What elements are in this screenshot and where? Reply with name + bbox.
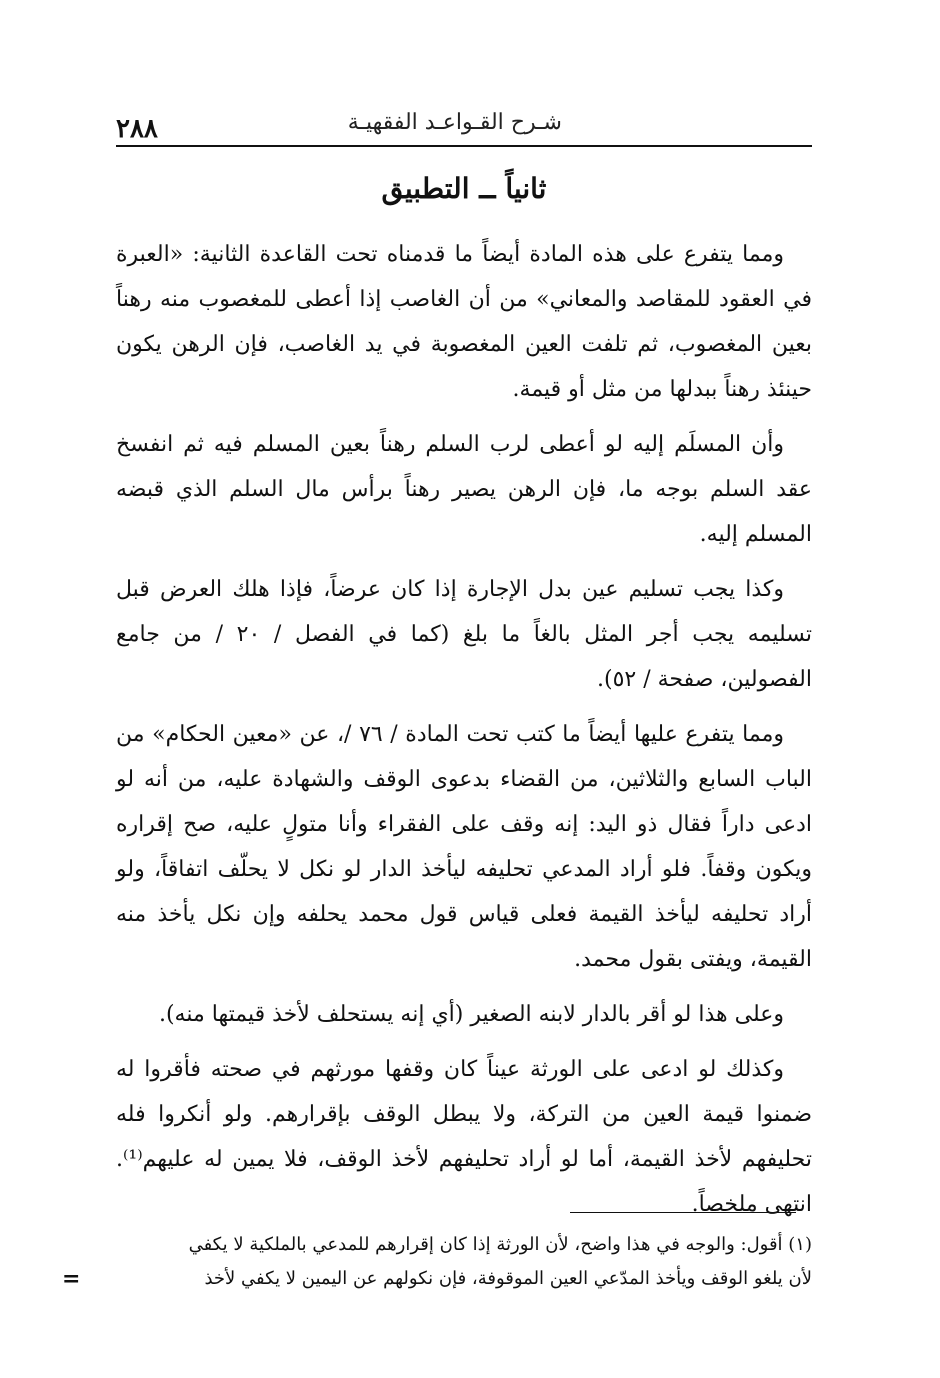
running-title: شـرح القـواعـد الفقهيـة <box>347 110 562 135</box>
footnote-continuation-mark: = <box>62 1266 81 1292</box>
paragraph: وأن المسلَم إليه لو أعطى لرب السلم رهناً بعين المسلم فيه ثم انفسخ عقد السلم بوجه ما، فإن الرهن يصير رهناً برأس مال السلم الذي قبضه المسلم إليه. <box>116 432 812 547</box>
footnote-line: (١) أقول: والوجه في هذا واضح، لأن الورثة إذا كان إقرارهم للمدعي بالملكية لا يكفي <box>188 1234 812 1255</box>
page-number: ٢٨٨ <box>116 114 158 144</box>
paragraph: وكذا يجب تسليم عين بدل الإجارة إذا كان عرضاً، فإذا هلك العرض قبل تسليمه يجب أجر المثل بالغاً ما بلغ (كما في الفصل / ٢٠ / من جامع الفصولين، صفحة / ٥٢). <box>116 577 812 692</box>
paragraph: وكذلك لو ادعى على الورثة عيناً كان وقفها مورثهم في صحته فأقروا له ضمنوا قيمة العين من التركة، ولا يبطل الوقف بإقرارهم. ولو أنكروا فله تحليفهم لأخذ القيمة، أما لو أراد تحليفهم لأخذ الوقف، فلا يمين له عليهم⁽¹⁾. انتهى ملخصاً. <box>116 1057 812 1217</box>
footnote <box>110 1228 812 1296</box>
paragraph: ومما يتفرع على هذه المادة أيضاً ما قدمناه تحت القاعدة الثانية: «العبرة في العقود للمقاصد والمعاني» من أن الغاصب إذا أعطى للمغصوب منه رهناً بعين المغصوب، ثم تلفت العين المغصوبة في يد الغاصب، فإن الرهن يكون حينئذ رهناً ببدلها من مثل أو قيمة. <box>116 242 812 402</box>
page-header <box>116 108 812 150</box>
footnote-line: لأن يلغو الوقف ويأخذ المدّعي العين الموقوفة، فإن نكولهم عن اليمين لا يكفي لأخذ <box>204 1268 812 1289</box>
section-heading: ثانياً ــ التطبيق <box>381 172 547 205</box>
footnote-divider <box>570 1212 796 1213</box>
paragraph: وعلى هذا لو أقر بالدار لابنه الصغير (أي إنه يستحلف لأخذ قيمتها منه). <box>158 1002 784 1027</box>
paragraph: ومما يتفرع عليها أيضاً ما كتب تحت المادة / ٧٦ /، عن «معين الحكام» من الباب السابع والثلاثين، من القضاء بدعوى الوقف والشهادة عليه، من أنه لو ادعى داراً فقال ذو اليد: إنه وقف على الفقراء وأنا متولٍ عليه، صح إقراره ويكون وقفاً. فلو أراد المدعي تحليفه ليأخذ الدار لو نكل لا يحلّف اتفاقاً، ولو أراد تحليفه ليأخذ القيمة فعلى قياس قول محمد يحلفه وإن نكل يأخذ منه القيمة، ويفتى بقول محمد. <box>116 722 812 972</box>
header-divider <box>116 145 812 147</box>
body-text <box>116 232 812 1237</box>
